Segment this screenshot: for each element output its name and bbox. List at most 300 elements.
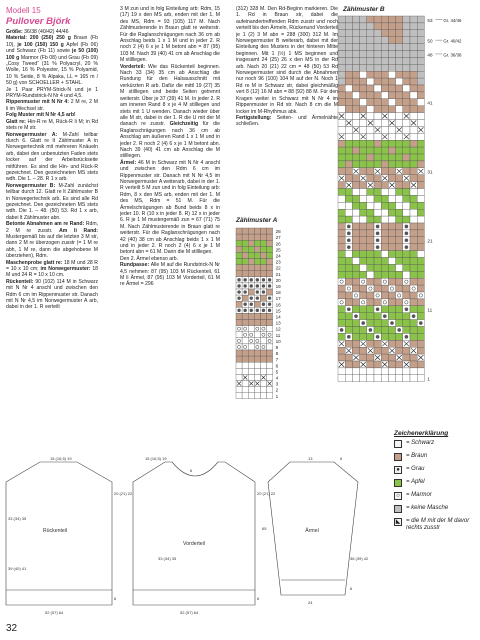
chart-b-cell	[374, 78, 381, 85]
chart-b-cell	[417, 251, 424, 258]
chart-a-row-number: 7	[275, 357, 279, 363]
chart-b-cell	[345, 113, 352, 120]
chart-a-cell	[248, 271, 254, 277]
chart-b-cell	[417, 361, 424, 368]
chart-b-cell	[410, 195, 417, 202]
chart-a-cell	[236, 313, 242, 319]
chart-a-cell	[254, 271, 260, 277]
chart-b-cell	[396, 237, 403, 244]
chart-b-cell	[396, 244, 403, 251]
page-number: 32	[6, 623, 18, 634]
chart-b-cell	[410, 64, 417, 71]
chart-a-cell	[260, 344, 266, 350]
chart-b-cell	[396, 140, 403, 147]
chart-a-cell	[260, 362, 266, 368]
chart-b-cell	[381, 140, 388, 147]
chart-a-cell	[242, 252, 248, 258]
chart-b-cell	[388, 140, 395, 147]
instruction-paragraph	[6, 35, 98, 86]
chart-b-cell	[345, 313, 352, 320]
chart-b-cell	[388, 154, 395, 161]
model-number: Modell 15	[6, 6, 41, 15]
chart-b-cell	[396, 230, 403, 237]
chart-b-cell	[417, 244, 424, 251]
chart-a-cell	[248, 313, 254, 319]
chart-a-cell	[260, 271, 266, 277]
chart-a-cell	[260, 368, 266, 374]
chart-a-cell	[236, 374, 242, 380]
chart-b-cell	[352, 251, 359, 258]
chart-b-cell	[396, 195, 403, 202]
chart-b-cell	[417, 340, 424, 347]
chart-a-cell	[236, 301, 242, 307]
chart-b-cell	[338, 64, 345, 71]
chart-b-cell	[345, 51, 352, 58]
chart-b-cell	[338, 78, 345, 85]
bold-run: Norwegermuster B:	[6, 182, 59, 189]
chart-b-cell	[417, 292, 424, 299]
pattern-title: Pullover Björk	[6, 16, 71, 27]
chart-b-cell	[345, 154, 352, 161]
chart-b-cell	[338, 251, 345, 258]
chart-b-row-number: 21	[427, 238, 433, 244]
chart-b-cell	[367, 64, 374, 71]
chart-b-cell	[410, 264, 417, 271]
chart-b-cell	[367, 92, 374, 99]
chart-b-cell	[374, 120, 381, 127]
chart-b-cell	[396, 161, 403, 168]
bold-run: Material: 200 (250) 250 g	[6, 35, 74, 42]
chart-b-cell	[396, 292, 403, 299]
chart-b-cell	[381, 271, 388, 278]
chart-b-cell	[374, 51, 381, 58]
legend-item	[394, 492, 480, 500]
chart-b-dot	[412, 314, 416, 318]
chart-b-cell	[352, 264, 359, 271]
chart-b-cell	[367, 209, 374, 216]
chart-b-cell	[388, 71, 395, 78]
chart-b-cell	[352, 375, 359, 382]
chart-a-cell	[236, 338, 242, 344]
chart-b-cell	[367, 78, 374, 85]
bold-run: Rundpasse:	[120, 262, 151, 269]
back-label: Rückenteil	[42, 528, 68, 534]
chart-b-cell	[410, 37, 417, 44]
chart-b-cell	[367, 271, 374, 278]
chart-b-cell	[388, 44, 395, 51]
chart-a-cell	[267, 326, 273, 332]
chart-b-cell	[367, 354, 374, 361]
chart-a-cell	[254, 259, 260, 265]
chart-b-cell	[338, 285, 345, 292]
chart-b-cell	[396, 278, 403, 285]
chart-b-cell	[360, 264, 367, 271]
chart-b-cell	[338, 140, 345, 147]
chart-b-cell	[352, 92, 359, 99]
chart-b-cell	[410, 368, 417, 375]
chart-a-cell	[267, 289, 273, 295]
chart-b-cell	[360, 251, 367, 258]
chart-b-cell	[367, 375, 374, 382]
chart-b-cell	[345, 264, 352, 271]
chart-b-cell	[410, 16, 417, 23]
chart-b-cell	[381, 209, 388, 216]
chart-a-cell	[242, 295, 248, 301]
chart-a-cell	[236, 362, 242, 368]
chart-b-cell	[403, 271, 410, 278]
chart-b-cell	[396, 285, 403, 292]
chart-b-dot	[361, 321, 365, 325]
chart-a-cell	[242, 338, 248, 344]
chart-b-cell	[338, 189, 345, 196]
chart-a-dot	[237, 296, 240, 299]
chart-b-cell	[367, 313, 374, 320]
chart-a-dot	[268, 278, 271, 281]
chart-b-cell	[345, 92, 352, 99]
chart-b-cell	[388, 244, 395, 251]
chart-a-row-number: 21	[275, 271, 281, 277]
chart-a-cell	[236, 259, 242, 265]
chart-a-cell	[242, 350, 248, 356]
chart-b-cell	[410, 168, 417, 175]
chart-b-cell	[417, 106, 424, 113]
instructions-column-3	[236, 6, 338, 128]
front-right-h: 20 (21) 22	[257, 491, 276, 496]
bold-run: Fertigstellung:	[236, 114, 277, 121]
chart-b-cell	[403, 168, 410, 175]
chart-b-cell	[388, 175, 395, 182]
bold-run: je 50 (100) 100 g	[6, 48, 98, 61]
chart-b-cell	[374, 92, 381, 99]
chart-b-cell	[381, 44, 388, 51]
chart-b-cell	[388, 202, 395, 209]
chart-a-cell	[267, 234, 273, 240]
chart-b-cell	[403, 71, 410, 78]
legend-swatch: ●	[394, 466, 402, 474]
chart-b-cell	[374, 340, 381, 347]
chart-b-cell	[396, 78, 403, 85]
chart-a-row-number: 28	[275, 229, 281, 235]
chart-b-cell	[367, 16, 374, 23]
chart-b-cell	[345, 85, 352, 92]
chart-a-cell	[254, 350, 260, 356]
chart-b-cell	[403, 37, 410, 44]
chart-b-cell	[410, 306, 417, 313]
chart-b-cell	[403, 99, 410, 106]
chart-b-cell	[367, 189, 374, 196]
chart-b-cell	[388, 258, 395, 265]
chart-b-cell	[367, 285, 374, 292]
instructions-column-1	[6, 6, 98, 311]
chart-b-cell	[338, 195, 345, 202]
instruction-paragraph	[120, 6, 220, 64]
chart-a-cell	[260, 234, 266, 240]
back-rib-h: 6	[114, 596, 117, 601]
chart-b-cell	[338, 237, 345, 244]
chart-a-row-number: 11	[275, 332, 281, 338]
chart-b-cell	[367, 320, 374, 327]
text-run: (312) 328 M. Den Rd-Beginn markieren. Die 1. Rd in Braun str, dabei die aufeinandertreffenden Rdm zusstr und noch verteilt bis den Ärmeln, Rückenund Vorderteil je 1 (2) 3 M abn = 288 (300) 312 M. Im Norwegermuster B weiterarb, dabei mit der Einteilung des Musters in der hinteren Mitte beginnen. Mit 1 (½) 1 MS beginnen und insgesamt 24 (25) 26 x den MS in der Rd arb. Nach 20 (21) 22 cm = 48 (50) 53 Rd Norwegermuster sind durch die Abnahmen nur noch 96 (100) 104 M auf der N. Noch 1 Rd re M in Schwarz str, dabei gleichmäßig vert 8 (12) 16 M abn = 88 (92) 88 M. Für den Kragen weiter in Schwarz mit N Nr 4 im Rippenmuster in Rd str. Nach 8 cm die M locker im M-Rhythmus abk.	[236, 6, 338, 115]
chart-b-cell	[367, 258, 374, 265]
chart-b-title: Zählmuster B	[343, 6, 385, 13]
chart-b-cell	[338, 278, 345, 285]
chart-b-cell	[352, 78, 359, 85]
chart-b-cell	[345, 320, 352, 327]
chart-b-cell	[410, 113, 417, 120]
chart-a-cell	[267, 246, 273, 252]
chart-a-cell	[236, 350, 242, 356]
schematics	[0, 450, 390, 620]
chart-b-cell	[388, 237, 395, 244]
chart-b-cell	[345, 106, 352, 113]
chart-b-cell	[367, 306, 374, 313]
chart-b-cell	[396, 154, 403, 161]
chart-b-cell	[367, 37, 374, 44]
chart-b-cell	[360, 154, 367, 161]
chart-b-cell	[360, 306, 367, 313]
chart-b-cell	[396, 133, 403, 140]
chart-b-cell	[360, 216, 367, 223]
chart-b-cell	[367, 278, 374, 285]
instruction-paragraph	[120, 64, 220, 160]
chart-b-cell	[352, 182, 359, 189]
chart-a-cell	[260, 332, 266, 338]
instruction-paragraph	[6, 221, 98, 259]
chart-b-cell	[417, 333, 424, 340]
chart-b-cell	[396, 258, 403, 265]
chart-b-cell	[338, 182, 345, 189]
chart-b-cell	[410, 44, 417, 51]
chart-b-cell	[360, 244, 367, 251]
legend-item	[394, 440, 480, 448]
chart-b-cell	[352, 106, 359, 113]
chart-b-cell	[396, 44, 403, 51]
chart-b-cell	[345, 271, 352, 278]
chart-b-cell	[396, 182, 403, 189]
chart-b-cell	[367, 154, 374, 161]
chart-b-cell	[360, 278, 367, 285]
chart-b-cell	[410, 189, 417, 196]
chart-a-cell	[260, 228, 266, 234]
chart-b-cell	[338, 85, 345, 92]
chart-b-cell	[374, 23, 381, 30]
chart-b-cell	[403, 126, 410, 133]
legend-text: = Apfel	[406, 479, 425, 485]
chart-b-cell	[381, 333, 388, 340]
chart-a-cell	[242, 387, 248, 393]
chart-b-cell	[403, 51, 410, 58]
chart-b-cell	[381, 189, 388, 196]
chart-a-cell	[260, 246, 266, 252]
chart-a-cell	[236, 228, 242, 234]
chart-b-cell	[410, 175, 417, 182]
chart-a-cell	[254, 246, 260, 252]
chart-b-cell	[381, 120, 388, 127]
instruction-paragraph	[6, 260, 98, 279]
chart-b-dot	[376, 238, 380, 242]
chart-b-cell	[352, 333, 359, 340]
chart-b-cell	[352, 16, 359, 23]
chart-a-row-number: 26	[275, 241, 281, 247]
chart-a-row-number: 2	[275, 387, 279, 393]
back-top-w: 15 (16,5) 19	[50, 456, 72, 461]
chart-a-cell	[236, 393, 242, 399]
chart-b-cell	[338, 223, 345, 230]
chart-b-cell	[345, 209, 352, 216]
chart-b-cell	[388, 313, 395, 320]
chart-a-cell	[242, 356, 248, 362]
chart-b-cell	[352, 258, 359, 265]
chart-b-cell	[374, 313, 381, 320]
chart-b-cell	[381, 202, 388, 209]
chart-b-cell	[410, 147, 417, 154]
chart-b-cell	[403, 154, 410, 161]
chart-b-dot	[397, 328, 401, 332]
chart-b-cell	[381, 354, 388, 361]
chart-b-cell	[338, 333, 345, 340]
text-run: M-Zahl zunächst teilbar durch 12. Glatt re lt Zählmuster B in Norwegertechnik arb. Es sind alle Rd gezeichnet. Den gezeichneten MS stets wdh. Die 1. – 48. (50) 53. Rd 1 x arb, dabei lt Zählmuster abn.	[6, 182, 99, 221]
chart-b-cell	[352, 57, 359, 64]
chart-b-cell	[417, 99, 424, 106]
chart-a-row-number: 9	[275, 345, 279, 350]
chart-b-cell	[410, 161, 417, 168]
chart-a-row-number: 12	[275, 326, 281, 332]
chart-b-cell	[388, 292, 395, 299]
chart-a-cell	[260, 259, 266, 265]
chart-b-cell	[352, 285, 359, 292]
chart-b-cell	[381, 154, 388, 161]
instruction-paragraph	[6, 132, 98, 183]
instruction-paragraph	[6, 279, 98, 311]
chart-a-row-number: 14	[275, 314, 281, 320]
chart-b-cell	[338, 375, 345, 382]
chart-a-dot	[256, 309, 259, 312]
chart-a-cell	[254, 356, 260, 362]
text-run: 90 (102) 114 M in Schwarz mit N Nr 4 anschl und zwischen den Rdm 6 cm im Rippenmuster str. Danach mit N Nr 4,5 im Norwegermuster A arb, dabei in der 1. R verteilt	[6, 278, 98, 311]
chart-b-cell	[381, 85, 388, 92]
chart-a-cell	[248, 368, 254, 374]
chart-b-cell	[396, 85, 403, 92]
chart-b-cell	[417, 299, 424, 306]
chart-a-cell	[236, 252, 242, 258]
chart-b-cell	[417, 78, 424, 85]
chart-b-cell	[388, 285, 395, 292]
chart-b-cell	[396, 189, 403, 196]
chart-b-cell	[374, 147, 381, 154]
chart-a-cell	[254, 387, 260, 393]
chart-a-cell	[254, 240, 260, 246]
chart-a-row-number: 22	[275, 265, 281, 271]
chart-b-cell	[345, 16, 352, 23]
chart-b-cell	[345, 168, 352, 175]
chart-a-dot	[256, 284, 259, 287]
chart-a-cell	[236, 326, 242, 332]
chart-b-cell	[410, 278, 417, 285]
chart-b-cell	[388, 223, 395, 230]
chart-b-cell	[374, 299, 381, 306]
chart-b-cell	[360, 327, 367, 334]
chart-b-cell	[403, 202, 410, 209]
legend-item	[394, 453, 480, 461]
chart-b-cell	[338, 23, 345, 30]
column-1-text	[6, 29, 98, 311]
chart-b-cell	[381, 244, 388, 251]
chart-a-cell	[242, 240, 248, 246]
chart-a-dot	[250, 296, 253, 299]
chart-b-cell	[388, 354, 395, 361]
chart-a-dot	[250, 303, 253, 306]
chart-b-cell	[403, 195, 410, 202]
chart-b-cell	[396, 340, 403, 347]
front-body-h: 33 (34) 35	[158, 556, 177, 561]
chart-b-cell	[417, 230, 424, 237]
chart-b-cell	[345, 64, 352, 71]
text-run: 3 M zun und in folg Einteilung arb: Rdm, 15 (17) 19 x den MS arb, enden mit der 1. M des MS, Rdm = 93 (105) 117 M. Nach Zählmusterende in Braun glatt re weiterstr. Für die Raglanschrägungen nach 36 cm ab Anschlag beids 1 x 1 M und in jeder 2. R noch 2 (4) 6 x je 1 M betont abn = 87 (95) 103 M. Nach 39 (40) 41 cm ab Anschlag die M stilllegen.	[120, 6, 220, 64]
chart-b-cell	[338, 216, 345, 223]
chart-a-cell	[254, 332, 260, 338]
chart-b-cell	[388, 23, 395, 30]
chart-b-cell	[410, 106, 417, 113]
chart-b-cell	[396, 251, 403, 258]
chart-a-dot	[268, 284, 271, 287]
chart-b-cell	[381, 78, 388, 85]
text-run: Marmor (Fb 08) und Grau (Fb 09) „Cosy Tweed“ (31 % Polyacryl, 20 % Wolle, 16 % Polyester, 15 % Polyamid, 10 % Seide, 8 % Alpaka, LL = 165 m / 50 g) von SCHOELLER + STAHL.	[6, 54, 98, 87]
chart-b-dot	[383, 314, 387, 318]
chart-b-cell	[396, 57, 403, 64]
chart-a-dot	[237, 309, 240, 312]
text-run: Seiten- und Ärmelnähte schließen.	[236, 114, 338, 128]
chart-b-cell	[403, 292, 410, 299]
chart-b-cell	[396, 361, 403, 368]
sleeve-cuff-h: 36 (39) 42	[350, 556, 369, 561]
bold-run: Vorderteil:	[120, 63, 149, 70]
chart-a-dot	[262, 309, 265, 312]
chart-a-cell	[248, 234, 254, 240]
chart-b-cell	[360, 106, 367, 113]
chart-b-cell	[338, 44, 345, 51]
text-run: Hin-R re M, Rück-R li M; in Rd stets re M str.	[6, 118, 98, 132]
chart-b-cell	[338, 368, 345, 375]
chart-a-row-number: 13	[275, 320, 281, 326]
chart-b-cell	[403, 320, 410, 327]
chart-b-cell	[345, 216, 352, 223]
chart-b-cell	[381, 161, 388, 168]
chart-b-cell	[360, 51, 367, 58]
chart-b-cell	[410, 340, 417, 347]
chart-b-cell	[410, 71, 417, 78]
back-right-h: 20 (21) 22	[114, 491, 133, 496]
chart-b-cell	[360, 354, 367, 361]
chart-b-cell	[360, 37, 367, 44]
chart-b-cell	[345, 327, 352, 334]
chart-a-row-number: 24	[275, 253, 281, 259]
chart-a-cell	[248, 332, 254, 338]
bold-run: je 100 (150) 150 g	[17, 41, 67, 48]
chart-b-cell	[417, 278, 424, 285]
chart-b-dot	[347, 225, 351, 229]
chart-a-cell	[267, 332, 273, 338]
chart-b-dot	[376, 232, 380, 236]
instruction-paragraph	[6, 99, 98, 112]
chart-b-cell	[417, 258, 424, 265]
front-outline	[133, 462, 255, 605]
chart-b-row-number: 11	[427, 307, 433, 313]
chart-a-cell	[267, 393, 273, 399]
chart-b-cell	[388, 37, 395, 44]
chart-a-cell	[267, 374, 273, 380]
legend-title: Zeichenerklärung	[394, 430, 449, 437]
chart-b-cell	[410, 320, 417, 327]
